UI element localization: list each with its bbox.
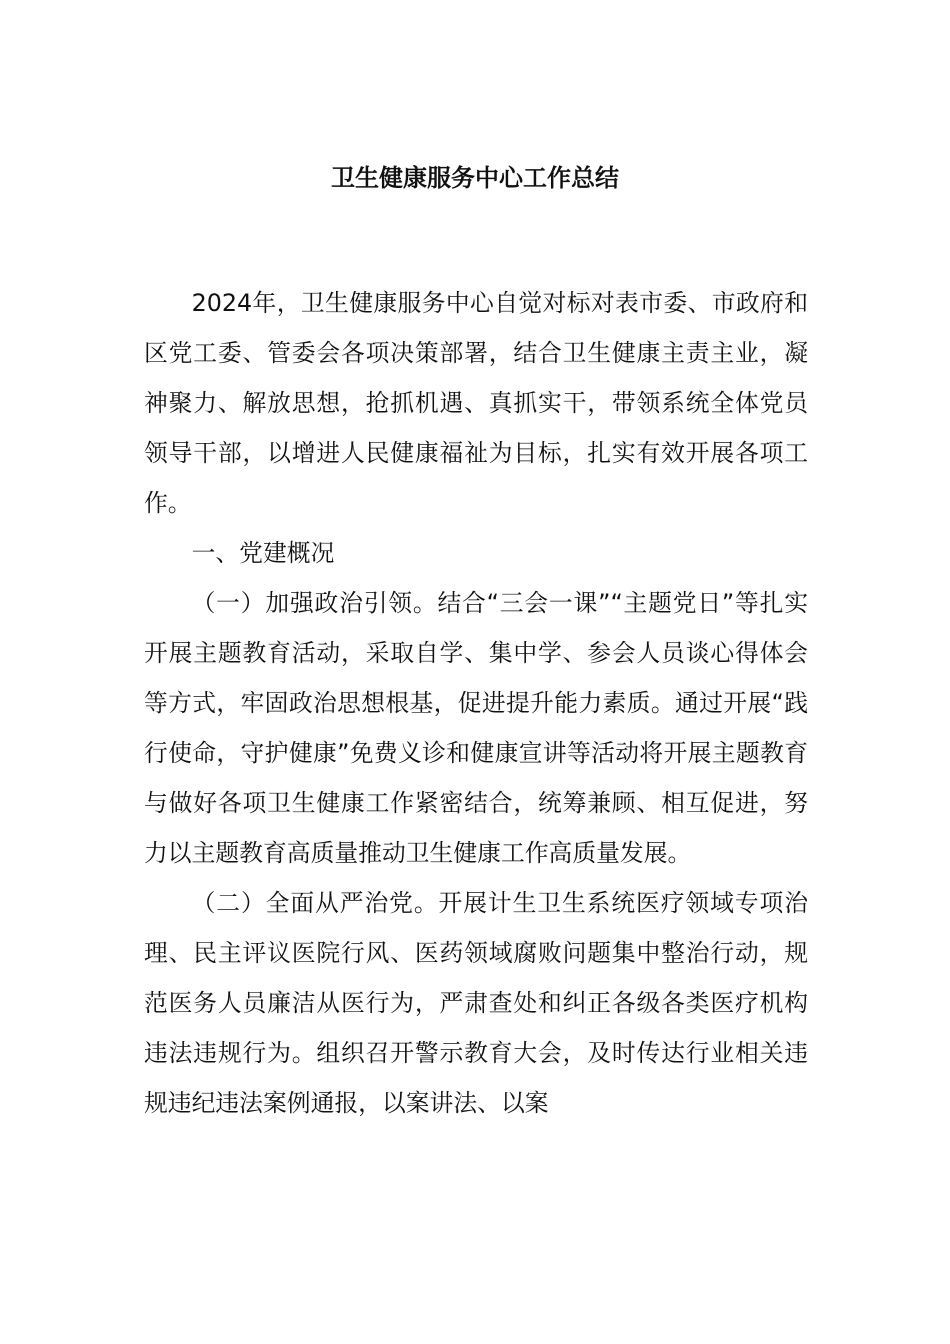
paragraph-intro: 2024年，卫生健康服务中心自觉对标对表市委、市政府和区党工委、管委会各项决策部署，结合卫生健康主责主业，凝神聚力、解放思想，抢抓机遇、真抓实干，带领系统全体党员领导干部，以增进人民健康福祉为目标，扎实有效开展各项工作。 — [144, 289, 808, 517]
document-body — [144, 278, 808, 1128]
section-heading-party-building: 一、党建概况 — [191, 539, 335, 567]
document-title: 卫生健康服务中心工作总结 — [331, 164, 619, 192]
paragraph-strict-governance: （二）全面从严治党。开展计生卫生系统医疗领域专项治理、民主评议医院行风、医药领域腐败问题集中整治行动，规范医务人员廉洁从医行为，严肃查处和纠正各级各类医疗机构违法违规行为。组织召开警示教育大会，及时传达行业相关违规违纪违法案例通报，以案讲法、以案 — [144, 889, 808, 1117]
paragraph-political-guidance: （一）加强政治引领。结合“三会一课”“主题党日”等扎实开展主题教育活动，采取自学、集中学、参会人员谈心得体会等方式，牢固政治思想根基，促进提升能力素质。通过开展“践行使命，守护健康”免费义诊和健康宣讲等活动将开展主题教育与做好各项卫生健康工作紧密结合，统筹兼顾、相互促进，努力以主题教育高质量推动卫生健康工作高质量发展。 — [144, 589, 808, 867]
